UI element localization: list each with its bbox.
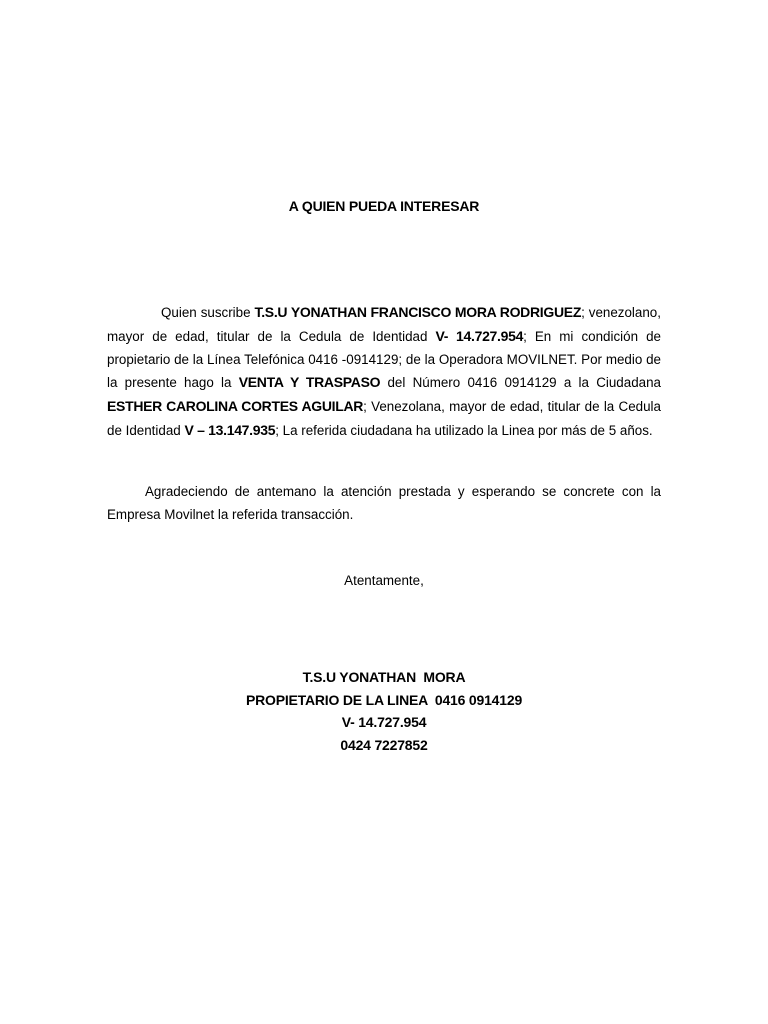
buyer-id-number: V – 13.147.935	[184, 421, 276, 438]
signature-phone: 0424 7227852	[340, 736, 428, 753]
paragraph-text: del Número 0416 0914129 a la Ciudadana	[380, 375, 661, 391]
signature-name: T.S.U YONATHAN MORA	[302, 669, 466, 685]
signature-id: V- 14.727.954	[341, 714, 427, 730]
transaction-type: VENTA Y TRASPASO	[238, 374, 381, 391]
paragraph-text: Agradeciendo de antemano la atención prestada y esperando se concrete con la Empresa Movilnet la referida transacción.	[107, 484, 661, 522]
paragraph-text: ; Venezolana, mayor de edad, titular de la Cedula de Identidad	[107, 399, 661, 438]
paragraph-text: Quien suscribe	[161, 305, 255, 320]
signature-role: PROPIETARIO DE LA LINEA 0416 0914129	[245, 691, 523, 708]
owner-id-number: V- 14.727.954	[435, 327, 524, 344]
body-paragraph-2	[107, 481, 661, 527]
body-paragraph-1	[107, 301, 661, 443]
signature-block	[0, 666, 768, 756]
buyer-name: ESTHER CAROLINA CORTES AGUILAR	[107, 398, 364, 415]
paragraph-text: ; La referida ciudadana ha utilizado la Linea por más de 5 años.	[275, 422, 653, 438]
closing-salutation: Atentamente,	[344, 573, 424, 588]
document-title: A QUIEN PUEDA INTERESAR	[288, 198, 480, 214]
owner-name: T.S.U YONATHAN FRANCISCO MORA RODRIGUEZ	[254, 304, 582, 320]
paragraph-text: ; venezolano, mayor de edad, titular de la Cedula de Identidad	[107, 305, 661, 344]
paragraph-text: ; En mi condición de propietario de la Línea Telefónica 0416 -0914129; de la Operadora MOVILNET. Por medio de la presente hago la	[107, 328, 661, 391]
